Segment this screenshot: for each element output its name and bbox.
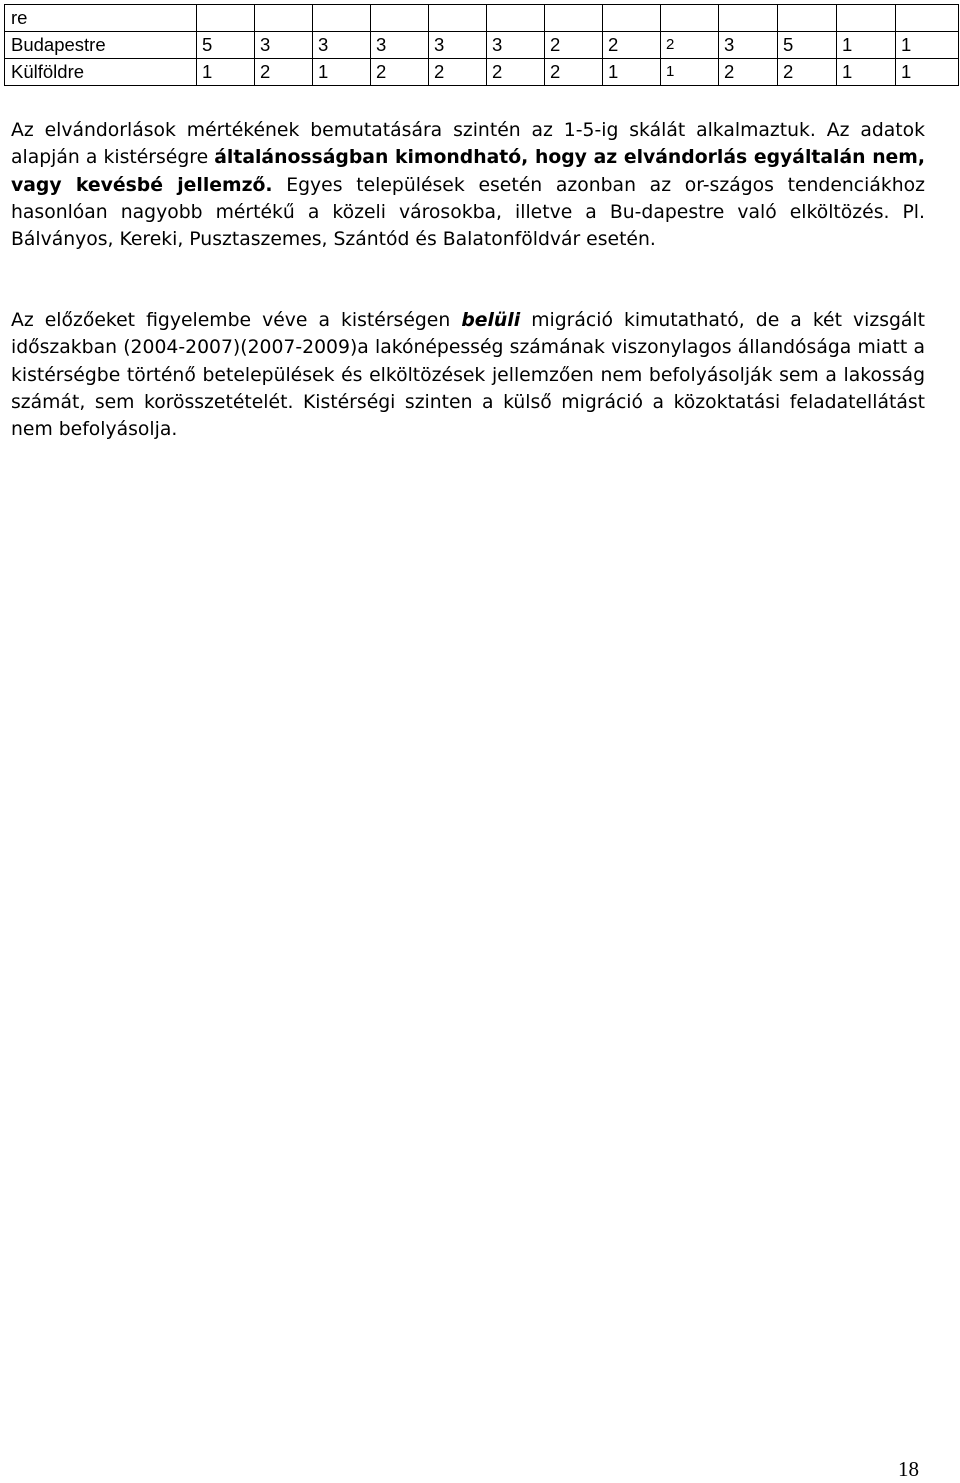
paragraph-text: Az előzőeket figyelembe véve a kistérségen — [11, 310, 462, 331]
table-row — [5, 5, 959, 32]
table-cell: 2 — [371, 59, 429, 86]
table-cell: 3 — [371, 32, 429, 59]
table-cell: 2 — [719, 59, 778, 86]
table-cell: 2 — [545, 59, 603, 86]
table-cell — [313, 5, 371, 32]
table-cell — [719, 5, 778, 32]
table-cell: 2 — [661, 32, 719, 59]
table-cell: 3 — [487, 32, 545, 59]
paragraph-internal-migration — [11, 307, 925, 443]
migration-table — [4, 4, 959, 86]
table-cell — [197, 5, 255, 32]
table-cell: 3 — [313, 32, 371, 59]
table-cell: 3 — [429, 32, 487, 59]
paragraph-text: Az elvándorlások mértékének bemutatására szintén az 1-5-ig skálát alkalmaztuk. Az adatok alapján a kistérségre — [11, 120, 925, 169]
paragraph-emphasis: általánosságban kimondható, hogy az elvándorlás egyáltalán nem, vagy kevésbé jellemző. — [11, 147, 926, 196]
table-cell: 2 — [545, 32, 603, 59]
table-cell — [545, 5, 603, 32]
table-cell: 1 — [837, 32, 896, 59]
table-cell — [255, 5, 313, 32]
table-cell: 1 — [197, 59, 255, 86]
table-cell: 2 — [429, 59, 487, 86]
table-cell: 1 — [837, 59, 896, 86]
table-cell: 1 — [896, 59, 959, 86]
table-cell — [778, 5, 837, 32]
table-cell — [837, 5, 896, 32]
table-cell — [429, 5, 487, 32]
row-label: Külföldre — [5, 59, 197, 86]
table-cell: 2 — [255, 59, 313, 86]
table-cell: 1 — [313, 59, 371, 86]
table-cell — [896, 5, 959, 32]
paragraph-text: migráció kimutatható, de a két vizsgált időszakban (2004-2007)(2007-2009)a lakónépesség számának viszonylagos állandósága miatt a kistérségbe történő betelepülések és elköltözések jellemzően nem befolyásolják sem a lakosság számát, sem korösszetételét. Kistérségi szinten a külső migráció a közoktatási feladatellátást nem befolyásolja. — [11, 310, 926, 441]
table-cell — [603, 5, 661, 32]
table-cell: 2 — [603, 32, 661, 59]
table-cell: 1 — [896, 32, 959, 59]
paragraph-emigration — [11, 117, 925, 253]
table-cell: 2 — [778, 59, 837, 86]
page-number: 18 — [898, 1457, 919, 1481]
table-cell: 3 — [719, 32, 778, 59]
table-cell — [487, 5, 545, 32]
table-row — [5, 32, 959, 59]
table-cell — [371, 5, 429, 32]
table-cell: 1 — [661, 59, 719, 86]
table-cell: 5 — [197, 32, 255, 59]
table-cell: 1 — [603, 59, 661, 86]
row-label: re — [5, 5, 197, 32]
table-cell — [661, 5, 719, 32]
table-cell: 5 — [778, 32, 837, 59]
table-row — [5, 59, 959, 86]
table-cell: 2 — [487, 59, 545, 86]
paragraph-text: Egyes települések esetén azonban az or-szágos tendenciákhoz hasonlóan nagyobb mértékű a közeli városokba, illetve a Bu-dapestre való elköltözés. Pl. Bálványos, Kereki, Pusztaszemes, Szántód és Balatonföldvár esetén. — [11, 174, 925, 251]
row-label: Budapestre — [5, 32, 197, 59]
table-cell: 3 — [255, 32, 313, 59]
paragraph-emphasis: belüli — [461, 310, 521, 331]
